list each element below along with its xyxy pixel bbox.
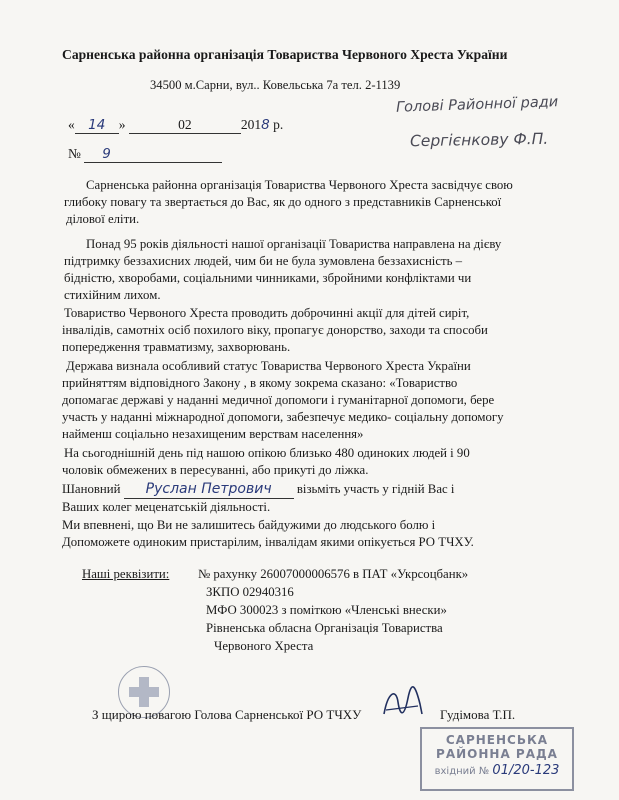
organization-header: Сарненська районна організація Товариства Червоного Хреста України — [62, 47, 508, 62]
date-month: 02 — [129, 117, 241, 134]
organization-address: 34500 м.Сарни, вул.. Ковельська 7а тел. 2-1139 — [150, 78, 401, 92]
paragraph-6-line-2: Ваших колег меценатській діяльності. — [62, 500, 271, 514]
paragraph-1-line-3: ділової еліти. — [66, 212, 140, 226]
paragraph-3-line-1: Товариство Червоного Хреста проводить доброчинні акції для дітей сиріт, — [64, 306, 470, 320]
salutation: Шановний — [62, 482, 121, 496]
date-open-quote: « — [68, 117, 75, 132]
paragraph-7-line-2: Допоможете одиноким пристарілим, інвалідам якими опікується РО ТЧХУ. — [62, 535, 474, 549]
paragraph-4-line-2: прийняттям відповідного Закону , в якому зокрема сказано: «Товариство — [62, 376, 458, 390]
paragraph-5-line-2: чоловік обмежених в пересуванні, або прикуті до ліжка. — [62, 463, 369, 477]
date-year-digit: 8 — [261, 117, 270, 133]
letter-number — [68, 146, 222, 163]
addressee-line-2: Сергієнкову Ф.П. — [409, 129, 549, 151]
paragraph-2-line-4: стихійним лихом. — [64, 288, 161, 302]
number-prefix: № — [68, 146, 81, 161]
paragraph-4-line-1: Держава визнала особливий статус Товариства Червоного Хреста України — [66, 359, 471, 373]
date-suffix: р. — [273, 117, 284, 132]
letter-date — [68, 117, 283, 134]
requisites-org-line-1: Рівненська обласна Організація Товариства — [206, 621, 443, 635]
paragraph-4-line-3: допомагає державі у наданні медичної допомоги і гуманітарної допомоги, бере — [62, 393, 495, 407]
paragraph-1-line-1: Сарненська районна організація Товариства Червоного Хреста засвідчує свою — [86, 178, 513, 192]
requisites-account: № рахунку 26007000006576 в ПАТ «Укрсоцбанк» — [198, 567, 469, 581]
paragraph-4-line-4: участь у наданні міжнародної допомоги, забезпечує медико- соціальну допомогу — [62, 410, 504, 424]
paragraph-2-line-1: Понад 95 років діяльності нашої організації Товариства направлена на дієву — [86, 237, 502, 251]
requisites-label: Наші реквізити: — [82, 567, 170, 581]
date-close-quote: » — [118, 117, 126, 132]
paragraph-5-line-1: На сьогоднішній день під нашою опікою близько 480 одиноких людей і 90 — [64, 446, 470, 460]
stamp-line-2: РАЙОННА РАДА — [436, 747, 558, 761]
signature-closing: З щирою повагою Голова Сарненської РО ТЧХУ — [92, 707, 362, 722]
requisites-mfo: МФО 300023 з поміткою «Членські внески» — [206, 603, 447, 617]
paragraph-1-line-2: глибоку повагу та звертається до Вас, як до одного з представників Сарненської — [64, 195, 502, 209]
paragraph-7-line-1: Ми впевнені, що Ви не залишитесь байдужими до людського болю і — [62, 518, 436, 532]
requisites-zkpo: ЗКПО 02940316 — [206, 585, 294, 599]
paragraph-4-line-5: найменш соціально незахищеним верствам населення» — [62, 427, 364, 441]
paragraph-6-line-1 — [62, 481, 454, 499]
paragraph-2-line-3: бідністю, хворобами, соціальними чинниками, збройними конфліктами чи — [64, 271, 472, 285]
number-value: 9 — [84, 146, 222, 163]
paragraph-3-line-3: попередження травматизму, захворювань. — [62, 340, 291, 354]
date-year-prefix: 201 — [240, 117, 262, 132]
registration-stamp — [420, 727, 574, 791]
addressee-line-1: Голові Районної ради — [395, 94, 559, 116]
stamp-line-3: вхідний № 01/20-123 — [434, 763, 560, 778]
stamp-line-1: САРНЕНСЬКА — [445, 733, 549, 747]
paragraph-3-line-2: інвалідів, самотніх осіб похилого віку, пропагує донорство, заходи та способи — [62, 323, 488, 337]
salutation-continuation: візьміть участь у гідній Вас і — [296, 482, 455, 496]
requisites-org-line-2: Червоного Хреста — [214, 639, 314, 653]
signatory-name: Гудімова Т.П. — [440, 707, 516, 722]
paragraph-2-line-2: підтримку беззахисних людей, чим би не була зумовлена беззахисність – — [64, 254, 463, 268]
handwritten-signature-icon — [378, 684, 426, 724]
addressee-name: Руслан Петрович — [124, 481, 294, 499]
date-day: 14 — [75, 117, 119, 134]
